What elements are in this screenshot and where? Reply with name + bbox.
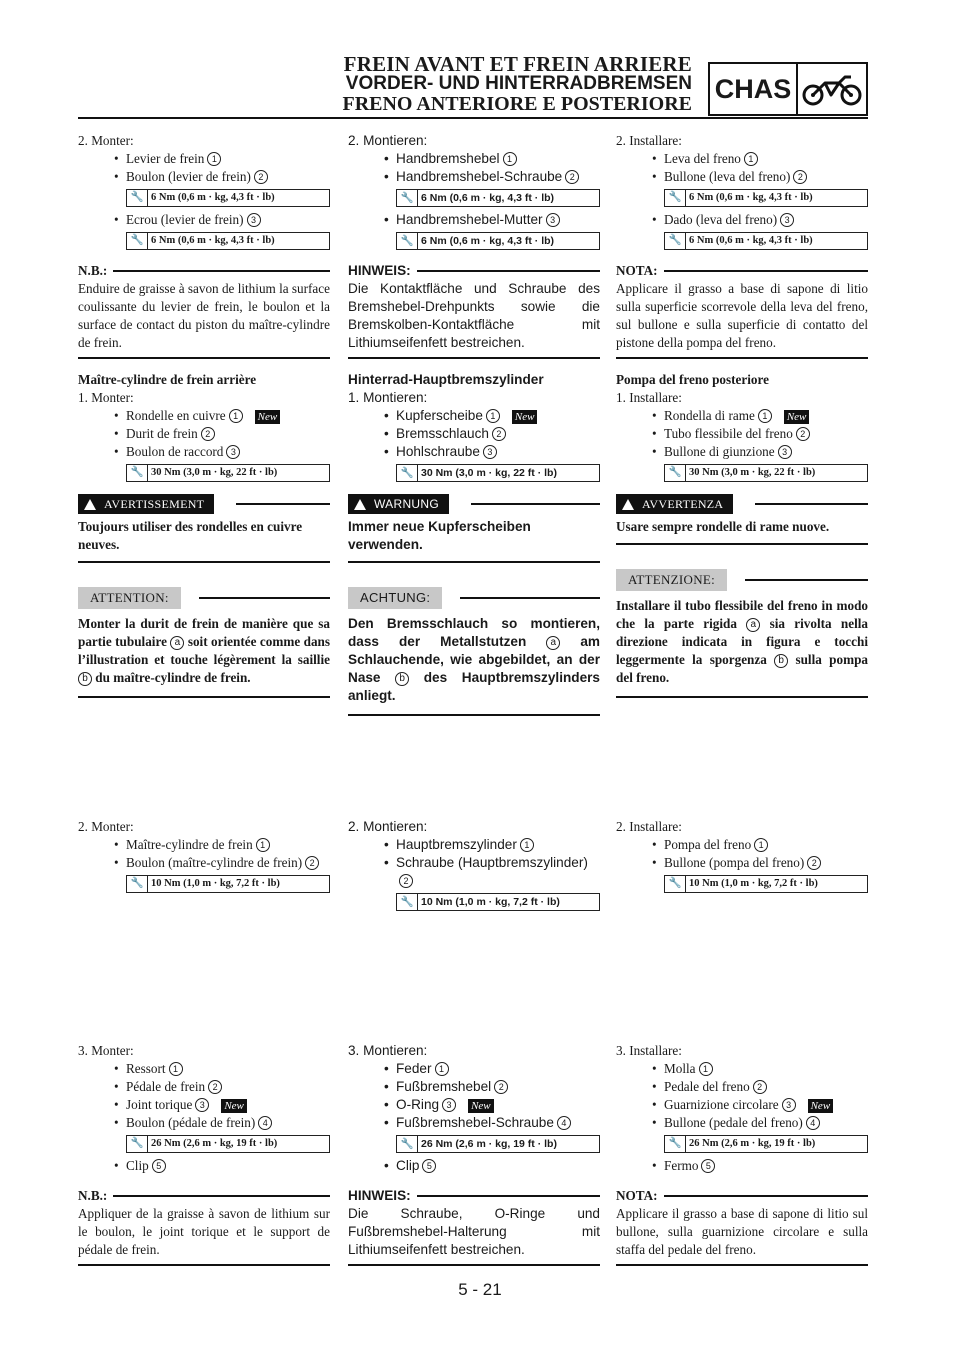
list-item: • Rondelle en cuivre 1 New [114, 407, 330, 425]
warning-text: Toujours utiliser des rondelles en cuivre neuves. [78, 514, 330, 563]
wrench-icon: 🔧 [397, 1136, 418, 1152]
warning-header: WARNUNG [348, 494, 600, 514]
torque-spec: 🔧 26 Nm (2,6 m · kg, 19 ft · lb) [396, 1135, 600, 1153]
wrench-icon: 🔧 [665, 233, 686, 249]
wrench-icon: 🔧 [127, 876, 148, 892]
list-item: • O-Ring 3 New [384, 1096, 600, 1114]
new-badge: New [221, 1099, 247, 1113]
warning-icon [84, 499, 96, 510]
wrench-icon: 🔧 [127, 190, 148, 206]
torque-spec: 🔧 30 Nm (3,0 m · kg, 22 ft · lb) [396, 464, 600, 482]
page-number: 5 - 21 [458, 1280, 502, 1299]
warning-header: AVVERTENZA [616, 494, 868, 514]
caution-header: ATTENZIONE: [616, 569, 868, 591]
note-text: Enduire de graisse à savon de lithium la surface coulissante du levier de frein, le boulon et la surface de contact du piston du maître-cylindre de frein. [78, 280, 330, 359]
list-item: • Clip 5 [114, 1157, 330, 1175]
list-item: • Kupferscheibe 1 New [384, 407, 600, 425]
caution-header: ATTENTION: [78, 587, 330, 609]
step-label: 2. Monter: [78, 133, 134, 148]
list-item: • Tubo flessibile del freno 2 [652, 425, 868, 443]
list-item: • Clip 5 [384, 1157, 600, 1175]
torque-spec: 🔧 30 Nm (3,0 m · kg, 22 ft · lb) [664, 464, 868, 482]
step-label: 2. Montieren: [348, 819, 428, 834]
section-heading: Pompa del freno posteriore [616, 372, 769, 387]
list-item: • Bullone (leva del freno) 2 [652, 168, 868, 186]
title-de: VORDER- UND HINTERRADBREMSEN [345, 73, 692, 94]
warning-icon [622, 499, 634, 510]
list-item: • Fußbremshebel 2 [384, 1078, 600, 1096]
warning-text: Immer neue Kupferscheiben verwenden. [348, 514, 600, 563]
step-label: 2. Installare: [616, 133, 682, 148]
list-item: • Joint torique 3 New [114, 1096, 330, 1114]
motorcycle-icon [798, 64, 866, 114]
list-item: • Hohlschraube 3 [384, 443, 600, 461]
list-item: • Ressort 1 [114, 1060, 330, 1078]
wrench-icon: 🔧 [127, 1136, 148, 1152]
list-item: • Boulon (levier de frein) 2 [114, 168, 330, 186]
column-de-bottom [348, 1042, 600, 1266]
note-text: Applicare il grasso a base di sapone di litio sulla superficie scorrevole della leva del freno, sul bullone e sulla superficie di contatto del pistone della pompa del freno. [616, 280, 868, 359]
note-label: NOTA: [616, 1187, 868, 1205]
note-label: N.B.: [78, 262, 330, 280]
new-badge: New [784, 410, 810, 424]
header-rule [78, 117, 868, 119]
new-badge: New [468, 1099, 494, 1113]
torque-spec: 🔧 10 Nm (1,0 m · kg, 7,2 ft · lb) [126, 875, 330, 893]
list-item: • Handbremshebel 1 [384, 150, 600, 168]
torque-spec: 🔧 26 Nm (2,6 m · kg, 19 ft · lb) [126, 1135, 330, 1153]
step-label: 3. Montieren: [348, 1043, 428, 1058]
list-item: • Handbremshebel-Mutter 3 [384, 211, 600, 229]
torque-spec: 🔧 6 Nm (0,6 m · kg, 4,3 ft · lb) [664, 232, 868, 250]
wrench-icon: 🔧 [127, 465, 148, 481]
list-item: • Boulon (pédale de frein) 4 [114, 1114, 330, 1132]
wrench-icon: 🔧 [397, 233, 418, 249]
list-item: • Pedale del freno 2 [652, 1078, 868, 1096]
column-de-mid [348, 818, 600, 915]
column-it-top [616, 132, 868, 698]
list-item: • Ecrou (levier de frein) 3 [114, 211, 330, 229]
section-code: CHAS [710, 64, 798, 114]
list-item: • Durit de frein 2 [114, 425, 330, 443]
title-fr: FREIN AVANT ET FREIN ARRIERE [343, 52, 692, 76]
list-item: • Maître-cylindre de frein 1 [114, 836, 330, 854]
list-item: • Bullone (pedale del freno) 4 [652, 1114, 868, 1132]
wrench-icon: 🔧 [397, 465, 418, 481]
wrench-icon: 🔧 [397, 894, 418, 910]
list-item: • Boulon de raccord 3 [114, 443, 330, 461]
column-de-top [348, 132, 600, 716]
wrench-icon: 🔧 [665, 465, 686, 481]
note-text: Applicare il grasso a base di sapone di litio sul bullone, sulla guarnizione circolare e sulla staffa del pedale del freno. [616, 1205, 868, 1266]
list-item: • Pédale de frein 2 [114, 1078, 330, 1096]
column-it-mid [616, 818, 868, 897]
column-fr-bottom [78, 1042, 330, 1266]
list-item: • Guarnizione circolare 3 New [652, 1096, 868, 1114]
list-item: • Molla 1 [652, 1060, 868, 1078]
note-text: Die Schraube, O-Ringe und Fußbremshebel-Halterung mit Lithiumseifenfett bestreichen. [348, 1205, 600, 1266]
note-text: Die Kontaktfläche und Schraube des Bremshebel-Drehpunkts sowie die Bremskolben-Kontaktfläche mit Lithiumseifenfett bestreichen. [348, 280, 600, 359]
note-label: HINWEIS: [348, 262, 600, 280]
wrench-icon: 🔧 [665, 190, 686, 206]
new-badge: New [808, 1099, 834, 1113]
section-badge [708, 62, 868, 116]
wrench-icon: 🔧 [397, 190, 418, 206]
wrench-icon: 🔧 [665, 1136, 686, 1152]
step-label: 1. Monter: [78, 390, 134, 405]
torque-spec: 🔧 6 Nm (0,6 m · kg, 4,3 ft · lb) [126, 189, 330, 207]
list-item: • Hauptbremszylinder 1 [384, 836, 600, 854]
column-fr-top [78, 132, 330, 698]
warning-header: AVERTISSEMENT [78, 494, 330, 514]
section-heading: Maître-cylindre de frein arrière [78, 372, 257, 387]
torque-spec: 🔧 30 Nm (3,0 m · kg, 22 ft · lb) [126, 464, 330, 482]
step-label: 3. Installare: [616, 1043, 682, 1058]
new-badge: New [512, 410, 538, 424]
list-item: • Rondella di rame 1 New [652, 407, 868, 425]
list-item: • Fermo 5 [652, 1157, 868, 1175]
torque-spec: 🔧 6 Nm (0,6 m · kg, 4,3 ft · lb) [396, 189, 600, 207]
note-label: NOTA: [616, 262, 868, 280]
list-item: • Feder 1 [384, 1060, 600, 1078]
column-it-bottom [616, 1042, 868, 1266]
list-item: • Bullone di giunzione 3 [652, 443, 868, 461]
list-item: • Handbremshebel-Schraube 2 [384, 168, 600, 186]
torque-spec: 🔧 10 Nm (1,0 m · kg, 7,2 ft · lb) [664, 875, 868, 893]
list-item: • Bullone (pompa del freno) 2 [652, 854, 868, 872]
list-item: • Leva del freno 1 [652, 150, 868, 168]
step-label: 1. Montieren: [348, 390, 428, 405]
list-item: • Levier de frein 1 [114, 150, 330, 168]
step-label: 2. Installare: [616, 819, 682, 834]
step-label: 1. Installare: [616, 390, 682, 405]
note-text: Appliquer de la graisse à savon de lithium sur le boulon, le joint torique et le support de pédale de frein. [78, 1205, 330, 1266]
torque-spec: 🔧 6 Nm (0,6 m · kg, 4,3 ft · lb) [396, 232, 600, 250]
warning-icon [354, 499, 366, 510]
caution-text: Installare il tubo flessibile del freno in modo che la parte rigida a sia rivolta nella direzione indicata in figura e tocchi leggermente la sporgenza b sulla pompa del freno. [616, 591, 868, 698]
list-item: • Dado (leva del freno) 3 [652, 211, 868, 229]
list-item: • Boulon (maître-cylindre de frein) 2 [114, 854, 330, 872]
title-it: FRENO ANTERIORE E POSTERIORE [342, 93, 692, 115]
torque-spec: 🔧 6 Nm (0,6 m · kg, 4,3 ft · lb) [664, 189, 868, 207]
new-badge: New [255, 410, 281, 424]
list-item: • Bremsschlauch 2 [384, 425, 600, 443]
torque-spec: 🔧 10 Nm (1,0 m · kg, 7,2 ft · lb) [396, 893, 600, 911]
caution-text: Den Bremsschlauch so montieren, dass der Metallstutzen a am Schlauchende, wie abgebildet, an der Nase b des Hauptbremszylinders anliegt. [348, 609, 600, 716]
note-label: N.B.: [78, 1187, 330, 1205]
step-label: 2. Montieren: [348, 133, 428, 148]
list-item: • Fußbremshebel-Schraube 4 [384, 1114, 600, 1132]
torque-spec: 🔧 26 Nm (2,6 m · kg, 19 ft · lb) [664, 1135, 868, 1153]
wrench-icon: 🔧 [665, 876, 686, 892]
warning-text: Usare sempre rondelle di rame nuove. [616, 514, 868, 545]
caution-header: ACHTUNG: [348, 587, 600, 609]
step-label: 2. Monter: [78, 819, 134, 834]
caution-text: Monter la durit de frein de manière que sa partie tubulaire a soit orientée comme dans l’illustration et touche légèrement la saillie b du maître-cylindre de frein. [78, 609, 330, 698]
step-label: 3. Monter: [78, 1043, 134, 1058]
list-item: • Schraube (Hauptbremszylinder)2 [384, 854, 600, 890]
list-item: • Pompa del freno 1 [652, 836, 868, 854]
note-label: HINWEIS: [348, 1187, 600, 1205]
section-heading: Hinterrad-Hauptbremszylinder [348, 372, 544, 387]
wrench-icon: 🔧 [127, 233, 148, 249]
torque-spec: 🔧 6 Nm (0,6 m · kg, 4,3 ft · lb) [126, 232, 330, 250]
page-header-titles [342, 54, 692, 114]
column-fr-mid [78, 818, 330, 897]
